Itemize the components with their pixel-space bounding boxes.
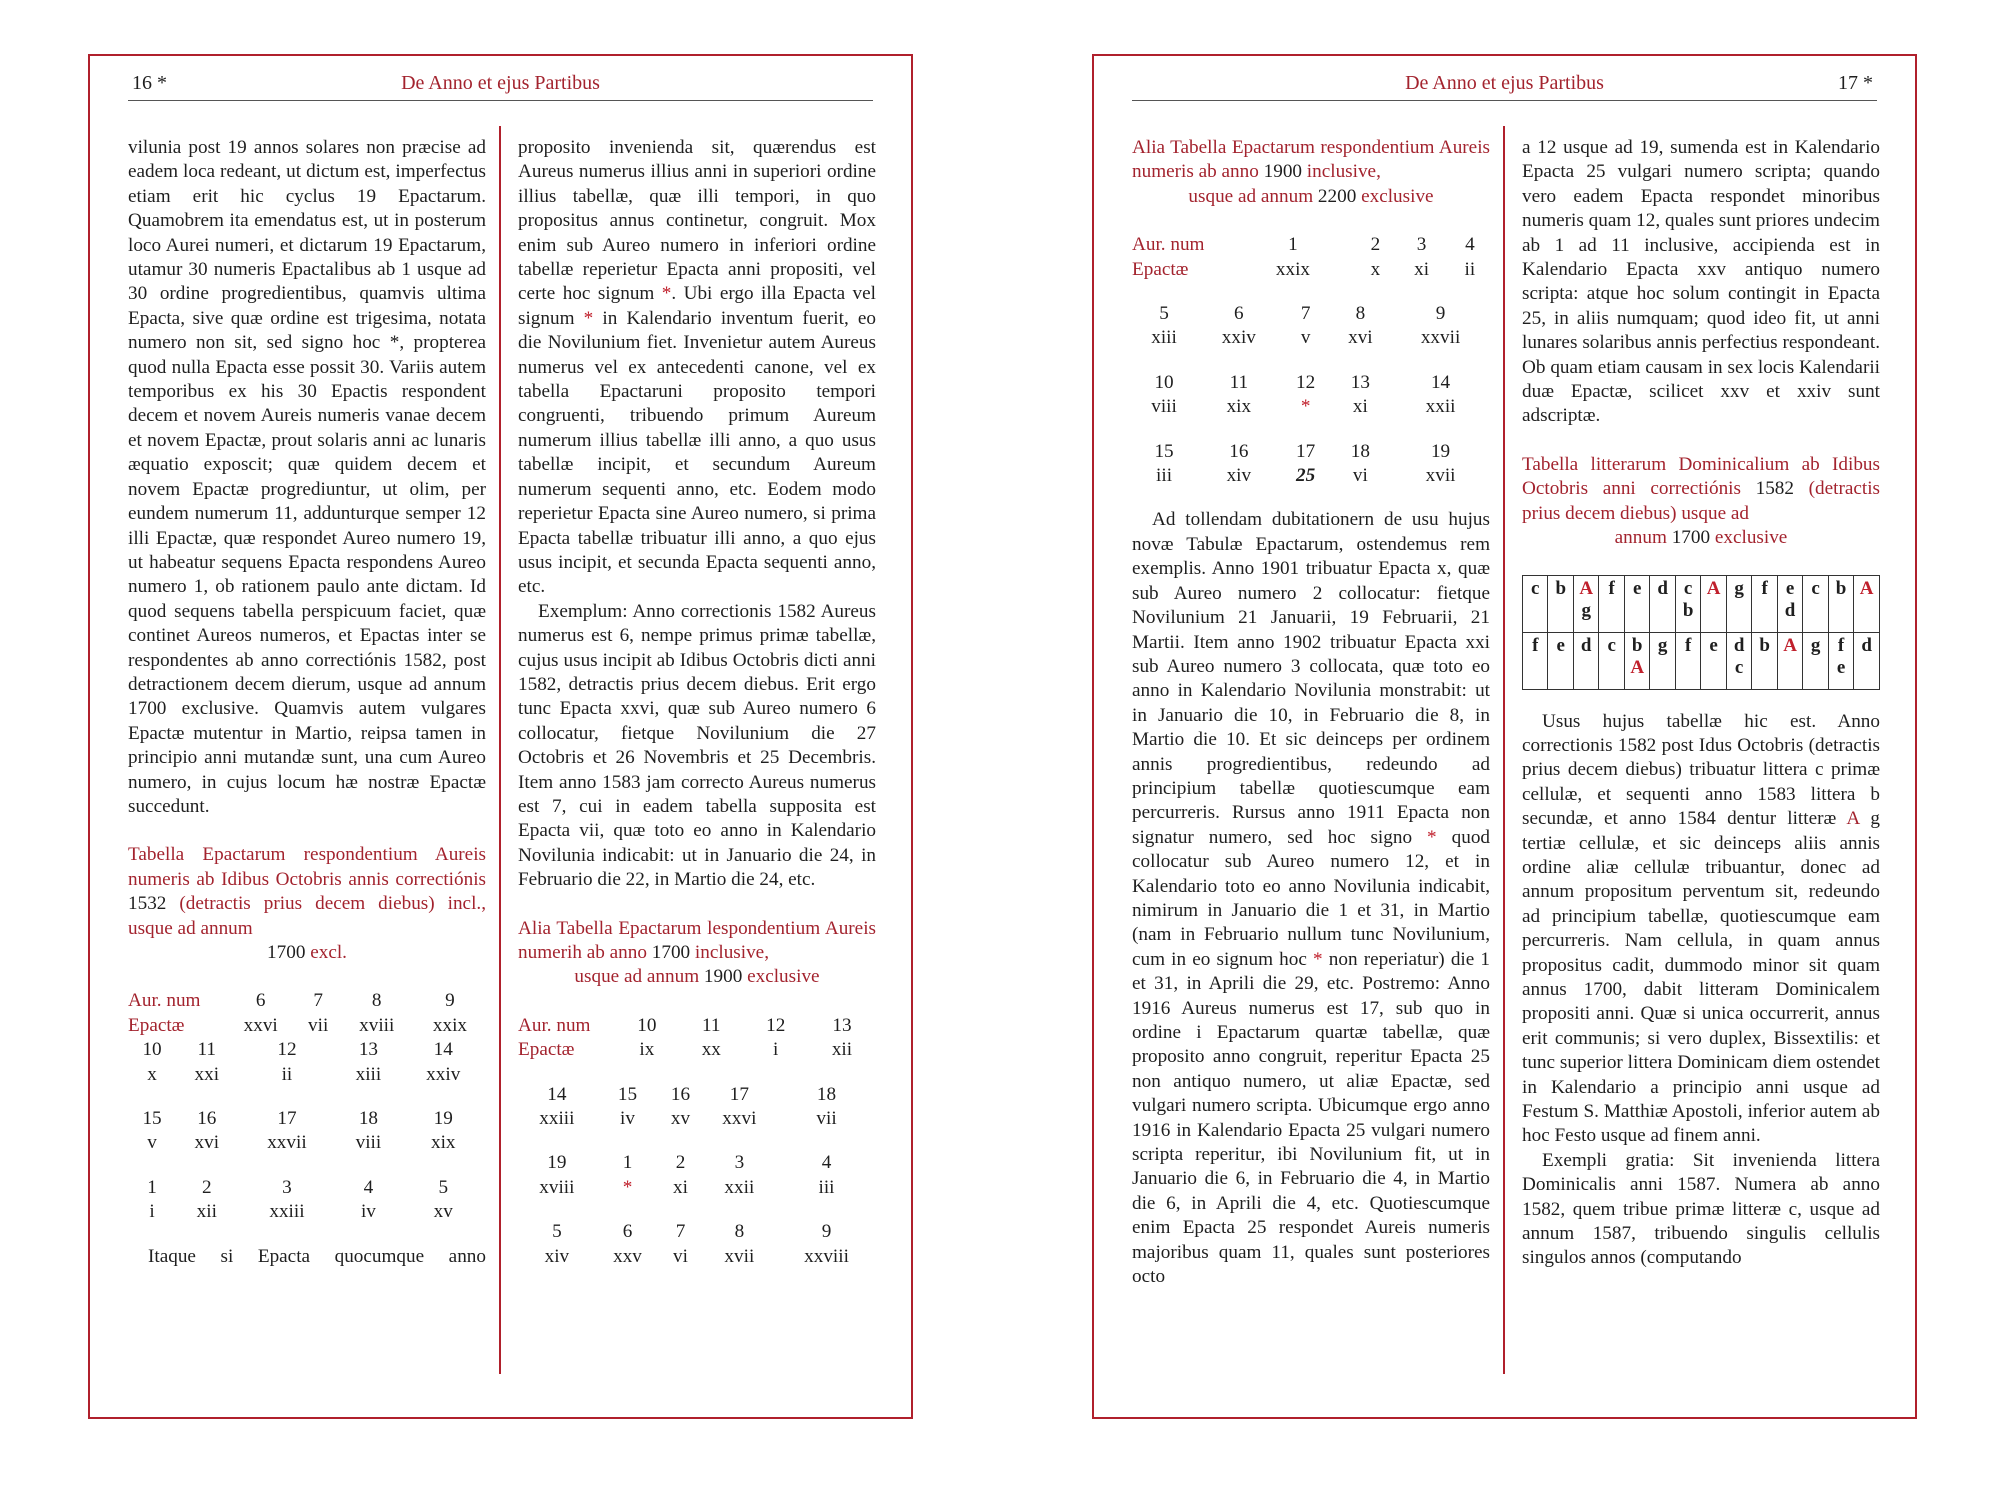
dominical-row [1523, 575, 1880, 632]
epact-table-rows: 14 15 16 17 18 xxiii iv xv xxvi vii 19 1 2 3 4 xviii * xi xxii iii 5 6 7 8 9 xiv xxv vi xvii xxviii [539, 1083, 849, 1267]
page-header [1132, 68, 1877, 101]
dominical-letter: c [1683, 577, 1693, 599]
dominical-letter: d [1784, 599, 1796, 621]
table-cell: xxvi [243, 1014, 278, 1036]
dominical-letter: e [1836, 656, 1846, 678]
table-title: Alia Tabella Epactarum respondentium Aureis numeris ab anno 1900 inclusive, usque ad annum 2200 exclusive [1132, 137, 1490, 207]
body-paragraph: proposito invenienda sit, quærendus est Aureus numerus illius anni in superiori ordine illius tabellæ, quæ illi tempori, in quo propositus annus continetur, congruit. Mox enim sub Aureo numero in inferiori ordine tabellæ reperietur Epacta anni propositi, vel certe hoc signum *. Ubi ergo illa Epacta vel signum * in Kalendario inventum fuerit, eo die Novilunium fiet. Invenietur autem Aureus numerus vel ex antecedenti canone, vel ex tabella Epactaruni proposito tempori congruenti, tribuendo primum Aureum numerum illius tabellæ illi anno, a quo usus tabellæ incipit, et secundum Aureum numerum sequenti anno, etc. Eodem modo reperietur Epacta sine Aureo numero, si prima Epacta tabellæ tribuatur illi anno, a quo ejus usus incipit, et secunda Epacta sequenti anno, etc. [518, 137, 877, 598]
dominical-letter: A [1579, 577, 1594, 599]
dominical-cell [1523, 575, 1548, 632]
column-divider [499, 126, 501, 1374]
dominical-letter: e [1556, 634, 1565, 656]
dominical-letter: c [1531, 577, 1540, 599]
column-divider [1503, 126, 1505, 1374]
dominical-letter: g [1581, 599, 1591, 621]
dominical-letter: f [1532, 634, 1539, 656]
dominical-cell [1854, 575, 1880, 632]
epact-table-rows: 5 6 7 8 9 xiii xxiv v xvi xxvii 10 11 12 13 14 viii xix * xi xxii 15 16 17 18 19 iii xiv 25 vi xvii [1151, 303, 1461, 487]
table-cell: xxix [432, 1014, 467, 1036]
dominical-letter: f [1608, 577, 1615, 599]
table-cell: xviii [359, 1014, 395, 1036]
table-cell: 6 [255, 990, 266, 1012]
dominical-cell [1624, 632, 1649, 689]
dominical-letter: e [1709, 634, 1718, 656]
right-page [1092, 54, 1917, 1419]
dominical-letter: b [1682, 599, 1694, 621]
dominical-cell [1752, 632, 1777, 689]
dominical-cell [1573, 575, 1598, 632]
body-paragraph: Ad tollendam dubitationern de usu hujus novæ Tabulæ Epactarum, ostendemus rem exemplis. Anno 1901 tribuatur Epacta x, quæ sub Aureo numero 2 collocatur: fietque Novilunium 21 Januarii, 19 Februarii, 21 Martii. Item anno 1902 tribuatur Epacta xxi sub Aureo numero 3 collocata, quæ toto eo anno in Kalendario Novilunia monstrabit: ut in Januario die 10, in Februario die 8, in Martio die 10. Et sic deinceps per ordinem annis progredientibus, redeundo ad principium tabellæ quotiescumque eam percurreris. Rursus anno 1911 Epacta non signatur numero, sed hoc signo * quod collocatur sub Aureo numero 12, et in Kalendario toto eo anno Novilunia indicabit, nimirum in Januario die 1 et 31, in Martio (nam in Februario nullum tunc Novilunium, cum in eo signum hoc * non reperiatur) die 1 et 31, in Aprili die 29, etc. Postremo: Anno 1916 Aureus numerus est 17, sub quo in ordine i Epactarum quartæ tabellæ, quæ proposito anno congruit, reperitur Epacta 25 non antiquo numero, ut aliæ Epactæ, sed vulgari numero scripta. Ubicumque ergo anno 1916 in Kalendario Epacta 25 vulgari numero scripta reperitur, ibi Novilunium fit, ut in Januario die 6, in Februario die 4, in Martio die 6, in Aprili die 4, etc. Quotiescumque enim Epacta 25 respondet Aureis numeris majoribus quam 11, quales sunt posteriores octo [1132, 509, 1491, 1288]
dominical-letter: c [1811, 577, 1820, 599]
dominical-cell [1854, 632, 1880, 689]
dominical-cell [1523, 632, 1548, 689]
dominical-letter: b [1555, 577, 1567, 599]
dominical-letter: f [1761, 577, 1768, 599]
dominical-cell [1726, 575, 1751, 632]
dominical-letter: b [1631, 634, 1643, 656]
table-title: Tabella litterarum Dominicalium ab Idibus Octobris anni correctiónis 1582 (detractis prius decem diebus) usque ad annum 1700 exclusive [1522, 453, 1881, 549]
dominical-letter: d [1861, 634, 1872, 656]
dominical-cell [1675, 575, 1700, 632]
dominical-cell [1675, 632, 1700, 689]
dominical-letter: e [1632, 577, 1642, 599]
left-column [1132, 136, 1490, 1289]
dominical-letter: A [1706, 577, 1721, 599]
left-column [128, 136, 486, 1269]
dominical-cell [1701, 632, 1726, 689]
table-cell: vii [308, 1014, 329, 1036]
dominical-cell [1701, 575, 1726, 632]
table-cell: 7 [313, 990, 323, 1012]
dominical-cell [1548, 575, 1573, 632]
dominical-letter: b [1835, 577, 1847, 599]
dominical-letter: A [1630, 656, 1645, 678]
table-title: Alia Tabella Epactarum lespondentium Aureis numerih ab anno 1700 inclusive, usque ad annum 1900 exclusive [518, 917, 876, 988]
dominical-cell [1803, 575, 1828, 632]
dominical-letter: d [1580, 634, 1592, 656]
table-title: Tabella Epactarum respondentium Aureis numeris ab Idibus Octobris annis correctiónis 1532 (detractis prius decem diebus) incl., usque ad annum 1700 excl. [128, 844, 486, 963]
dominical-letter: b [1759, 634, 1770, 656]
dominical-letter: f [1684, 634, 1692, 656]
dominical-cell [1752, 575, 1777, 632]
dominical-cell [1599, 632, 1624, 689]
dominical-cell [1828, 632, 1853, 689]
table-cell: 8 [371, 990, 382, 1012]
dominical-cell [1777, 632, 1802, 689]
aureus-label: Aur. num [128, 990, 201, 1012]
dominical-cell [1624, 575, 1649, 632]
page-number: 16 * [132, 72, 167, 94]
dominical-letter: e [1785, 577, 1795, 599]
body-paragraph: a 12 usque ad 19, sumenda est in Kalendario Epacta 25 vulgari numero scripta; quando vero eadem Epacta respondet minoribus numeris quam 12, quales sunt priores undecim ab 1 ad 11 inclusive, accipienda est in Kalendario Epacta xxv antiquo numero scripta: atque hoc solum contingit in Epacta 25, in aliis numquam; quod ideo fit, ut anni lunares solaribus annis perfectius respondeant. Ob quam etiam causam in sex locis Kalendarii duæ Epactæ, scilicet xxv et xxiv sunt adscriptæ. [1522, 137, 1880, 427]
dominical-letter: A [1859, 577, 1874, 599]
dominical-cell [1828, 575, 1853, 632]
body-paragraph: Usus hujus tabellæ hic est. Anno correctionis 1582 post Idus Octobris (detractis prius decem diebus) tribuatur littera c primæ cellulæ, et sequenti anno 1583 littera b secundæ, et anno 1584 dentur litteræ A g tertiæ cellulæ, et sic deinceps aliis annis ordine aliæ cellulæ tribuantur, donec ad annum propositum perventum sit, redeundo ad principium tabellæ, quotiescumque eam percurreris. Nam cellula, in quam annus propositus cadit, dummodo minor sit quam annus 1700, dabit litteram Dominicalem propositi anni. Quæ si unica occurrerit, annus erit communis; si vero duplex, Bissextilis: et tunc superior littera Dominicam diem ostendet in Kalendario a principio anni usque ad Festum S. Matthiæ Apostoli, inferior autem ab hoc Festo usque ad finem anni. [1522, 710, 1880, 1147]
dominical-letter: f [1837, 634, 1845, 656]
dominical-cell [1726, 632, 1751, 689]
dominical-cell [1573, 632, 1598, 689]
table-cell: 9 [445, 990, 455, 1012]
body-paragraph: Exempli gratia: Sit invenienda littera Dominicalis anni 1587. Numera ab anno 1582, quem tribue primæ litteræ c, usque ad annum 1587, tribuendo singulis cellulis singulos annos (computando [1522, 1149, 1880, 1269]
dominical-cell [1599, 575, 1624, 632]
right-column [1522, 136, 1880, 1271]
dominical-letter: d [1657, 577, 1668, 599]
epact-table: Aur. num 10 11 12 13 Epactæ ix xx i xii [518, 1014, 853, 1061]
dominical-cell [1548, 632, 1573, 689]
dominical-cell [1650, 575, 1675, 632]
left-page [88, 54, 913, 1419]
dominical-letter: A [1783, 634, 1797, 656]
page-number: 17 * [1838, 72, 1873, 94]
dominical-letter: g [1657, 634, 1668, 656]
body-paragraph: vilunia post 19 annos solares non præcise ad eadem loca redeant, ut dictum est, imperfectus etiam erit hic cyclus 19 Epactarum. Quamobrem ita emendatus est, ut in posterum loco Aurei numeri, et dictarum 19 Epactarum, utamur 30 numeris Epactalibus ab 1 usque ad 30 ordine progredientibus, quamvis ultima Epacta, sive quæ ordine est trigesima, notata numero non sit, sed signo hoc *, propterea quod nulla Epacta esse possit 30. Variis autem temporibus ex his 30 Epactis respondent decem et novem Aureis numeris vanae decem et novem Epactæ, prout solaris anni ac lunaris æquatio exposcit; quæ quidem decem et novem Epactæ progrediuntur, ut olim, per eundem numerum 11, addunturque semper 12 illi Epactæ, quæ respondet Aureo numero 19, ut habeatur sequens Epacta respondens Aureo numero 1, ob rationem paulo ante dictam. Id quod sequens tabella perspicuum faciet, quæ continet Aureos numeros, et Epactas inter se respondentes ab anno correctiónis 1582, post detractionem decem dierum, usque ad annum 1700 exclusive. Quamvis autem vulgares Epactæ mutentur in Martio, reipsa tamen in principio anni mutandæ sunt, una cum Aureo numero, in cujus locum hæ nostræ Epactæ succedunt. [128, 137, 486, 817]
epact-table: Aur. num 1 2 3 4 Epactæ xxix x xi ii [1132, 234, 1476, 280]
running-title: De Anno et ejus Partibus [1405, 72, 1604, 94]
dominical-cell [1803, 632, 1828, 689]
dominical-letter: c [1734, 656, 1744, 678]
dominical-letter: g [1810, 634, 1821, 656]
running-title: De Anno et ejus Partibus [401, 72, 600, 94]
epact-table-rows: 10 11 12 13 14 x xxi ii xiii xxiv 15 16 17 18 19 v xvi xxvii viii xix 1 2 3 4 5 i xii xxiii iv xv [142, 1039, 461, 1223]
body-paragraph: Exemplum: Anno correctionis 1582 Aureus numerus est 6, nempe primus primæ tabellæ, cujus usus incipit ab Idibus Octobris dicti anni 1582, detractis prius decem diebus. Erit ergo tunc Epacta xxvi, quæ sub Aureo numero 6 collocatur, fietque Novilunium die 27 Octobris et 26 Novembris et 25 Decembris. Item anno 1583 jam correcto Aureus numerus est 7, cui in eadem tabella supposita est Epacta vii, quæ toto eo anno in Kalendario Novilunia indicabit: ut in Januario die 24, in Februario die 22, in Martio die 24, etc. [518, 600, 876, 891]
right-column [518, 136, 876, 1269]
page-header [128, 68, 873, 101]
dominical-cell [1777, 575, 1802, 632]
dominical-letter: d [1733, 634, 1745, 656]
dominical-letter: g [1734, 577, 1744, 599]
dominical-letter: c [1607, 634, 1616, 656]
dominical-letters-table [1522, 575, 1880, 690]
body-paragraph: Itaque si Epacta quocumque anno [148, 1245, 486, 1267]
dominical-row [1523, 632, 1880, 689]
dominical-cell [1650, 632, 1675, 689]
epact-label: Epactæ [128, 1014, 185, 1036]
epact-table [128, 989, 486, 1038]
